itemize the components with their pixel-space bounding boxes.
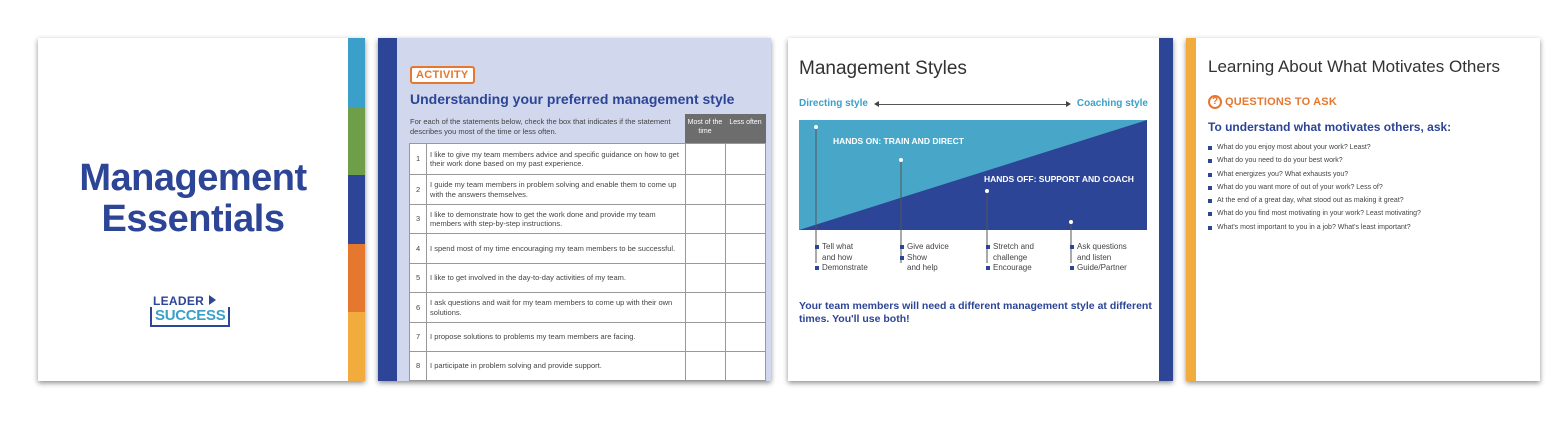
connector-dot xyxy=(985,189,989,193)
bullet-square-icon xyxy=(1208,212,1212,216)
stripe-4 xyxy=(348,244,365,313)
table-row xyxy=(410,234,766,264)
list-item: At the end of a great day, what stood out as making it great? xyxy=(1208,194,1421,207)
bullet-square-icon xyxy=(1208,226,1212,230)
motivation-side-bar xyxy=(1186,38,1196,381)
coaching-style-label: Coaching style xyxy=(1076,98,1148,109)
bullet-group-1 xyxy=(815,242,868,274)
motivation-page xyxy=(1186,38,1540,381)
bullet-square-icon xyxy=(1208,173,1212,177)
color-stripes xyxy=(348,38,365,381)
row-number: 7 xyxy=(410,323,427,352)
activity-page xyxy=(378,38,771,381)
bullet-square-icon xyxy=(986,245,990,249)
bullet-text: Tell what xyxy=(822,242,854,251)
row-statement: I spend most of my time encouraging my team members to be successful. xyxy=(427,234,686,264)
less-checkbox[interactable] xyxy=(725,323,765,352)
bullet-square-icon xyxy=(1070,245,1074,249)
most-checkbox[interactable] xyxy=(685,144,725,175)
bullet-text: Encourage xyxy=(993,263,1032,272)
style-spectrum-line xyxy=(879,104,1066,105)
row-statement: I like to give my team members advice and specific guidance on how to get their work done based on my past experience. xyxy=(427,144,686,175)
bullet-text: and listen xyxy=(1077,252,1112,262)
stripe-2 xyxy=(348,107,365,176)
cover-title-line1: Management xyxy=(79,157,307,199)
row-statement: I like to get involved in the day-to-day activities of my team. xyxy=(427,264,686,293)
row-statement: I ask questions and wait for my team members to come up with their own solutions. xyxy=(427,293,686,323)
styles-footer: Your team members will need a different management style at different times. You'll use both! xyxy=(799,300,1152,325)
row-number: 6 xyxy=(410,293,427,323)
row-statement: I like to demonstrate how to get the work done and provide my team members with step-by-step instructions. xyxy=(427,205,686,234)
bullet-square-icon xyxy=(900,245,904,249)
logo-bottom-text: SUCCESS xyxy=(150,307,230,327)
stripe-5 xyxy=(348,312,365,381)
col-less-header: Less often xyxy=(725,114,766,143)
logo-triangle-icon xyxy=(209,295,216,305)
bullet-text: Guide/Partner xyxy=(1077,263,1127,272)
row-statement: I participate in problem solving and provide support. xyxy=(427,352,686,381)
row-number: 3 xyxy=(410,205,427,234)
bullet-square-icon xyxy=(1208,146,1212,150)
list-item: What do you want more of out of your work? Less of? xyxy=(1208,181,1421,194)
bullet-square-icon xyxy=(1070,266,1074,270)
bullet-text: Give advice xyxy=(907,242,949,251)
management-styles-page xyxy=(788,38,1173,381)
bullet-text: and help xyxy=(907,263,938,272)
less-checkbox[interactable] xyxy=(725,175,765,205)
most-checkbox[interactable] xyxy=(685,175,725,205)
bullet-square-icon xyxy=(1208,186,1212,190)
bullet-group-4 xyxy=(1070,242,1127,274)
styles-title: Management Styles xyxy=(799,58,967,79)
row-number: 5 xyxy=(410,264,427,293)
hands-on-label: HANDS ON: TRAIN AND DIRECT xyxy=(833,136,964,146)
arrow-right-icon xyxy=(1066,101,1071,107)
list-item: What do you find most motivating in your work? Least motivating? xyxy=(1208,207,1421,220)
row-number: 1 xyxy=(410,144,427,175)
questions-heading xyxy=(1208,95,1337,109)
list-item: What do you enjoy most about your work? Least? xyxy=(1208,141,1421,154)
bullet-square-icon xyxy=(986,266,990,270)
bullet-text: challenge xyxy=(993,252,1028,262)
table-row xyxy=(410,323,766,352)
less-checkbox[interactable] xyxy=(725,234,765,264)
bullet-square-icon xyxy=(1208,199,1212,203)
cover-title xyxy=(38,158,348,240)
activity-badge: ACTIVITY xyxy=(410,66,475,84)
stripe-1 xyxy=(348,38,365,107)
cover-title-line2: Essentials xyxy=(101,198,285,240)
bullet-square-icon xyxy=(815,266,819,270)
bullet-text: and how xyxy=(822,252,853,262)
hands-off-label: HANDS OFF: SUPPORT AND COACH xyxy=(984,174,1134,184)
most-checkbox[interactable] xyxy=(685,323,725,352)
table-row xyxy=(410,205,766,234)
col-most-header: Most of the time xyxy=(685,114,725,143)
stripe-3 xyxy=(348,175,365,244)
row-number: 8 xyxy=(410,352,427,381)
bullet-text: Demonstrate xyxy=(822,263,868,272)
bullet-square-icon xyxy=(815,245,819,249)
cover-page xyxy=(38,38,365,381)
bullet-group-3 xyxy=(986,242,1034,274)
bullet-text: Ask questions xyxy=(1077,242,1127,251)
bullet-text: Show xyxy=(907,252,928,262)
connector-dot xyxy=(899,158,903,162)
questions-subtitle: To understand what motivates others, ask: xyxy=(1208,120,1452,134)
activity-side-bar xyxy=(378,38,397,381)
list-item: What's most important to you in a job? What's least important? xyxy=(1208,221,1421,234)
table-row xyxy=(410,352,766,381)
motivation-title: Learning About What Motivates Others xyxy=(1208,57,1500,76)
question-circle-icon: ? xyxy=(1208,95,1222,109)
table-row xyxy=(410,293,766,323)
row-statement: I propose solutions to problems my team members are facing. xyxy=(427,323,686,352)
table-row xyxy=(410,264,766,293)
row-number: 2 xyxy=(410,175,427,205)
bullet-square-icon xyxy=(900,256,904,260)
most-checkbox[interactable] xyxy=(685,264,725,293)
activity-intro: For each of the statements below, check the box that indicates if the statement describes you most of the time or less often. xyxy=(410,117,671,136)
bullet-group-2 xyxy=(900,242,949,274)
connector-dot xyxy=(814,125,818,129)
row-number: 4 xyxy=(410,234,427,264)
connector-dot xyxy=(1069,220,1073,224)
most-checkbox[interactable] xyxy=(685,352,725,381)
most-checkbox[interactable] xyxy=(685,234,725,264)
less-checkbox[interactable] xyxy=(725,144,765,175)
questions-list xyxy=(1208,141,1421,234)
less-checkbox[interactable] xyxy=(725,293,765,323)
questions-section-label: QUESTIONS TO ASK xyxy=(1225,96,1337,108)
table-row xyxy=(410,175,766,205)
statements-table xyxy=(409,143,766,381)
activity-title: Understanding your preferred management style xyxy=(410,91,735,107)
less-checkbox[interactable] xyxy=(725,264,765,293)
directing-style-label: Directing style xyxy=(799,98,868,109)
less-checkbox[interactable] xyxy=(725,205,765,234)
table-row xyxy=(410,144,766,175)
list-item: What energizes you? What exhausts you? xyxy=(1208,168,1421,181)
bullet-square-icon xyxy=(1208,159,1212,163)
leader-success-logo xyxy=(150,294,240,330)
row-statement: I guide my team members in problem solving and enable them to come up with the answers themselves. xyxy=(427,175,686,205)
styles-side-bar xyxy=(1159,38,1173,381)
most-checkbox[interactable] xyxy=(685,293,725,323)
most-checkbox[interactable] xyxy=(685,205,725,234)
less-checkbox[interactable] xyxy=(725,352,765,381)
logo-top-text: LEADER xyxy=(153,294,205,308)
bullet-text: Stretch and xyxy=(993,242,1034,251)
list-item: What do you need to do your best work? xyxy=(1208,154,1421,167)
